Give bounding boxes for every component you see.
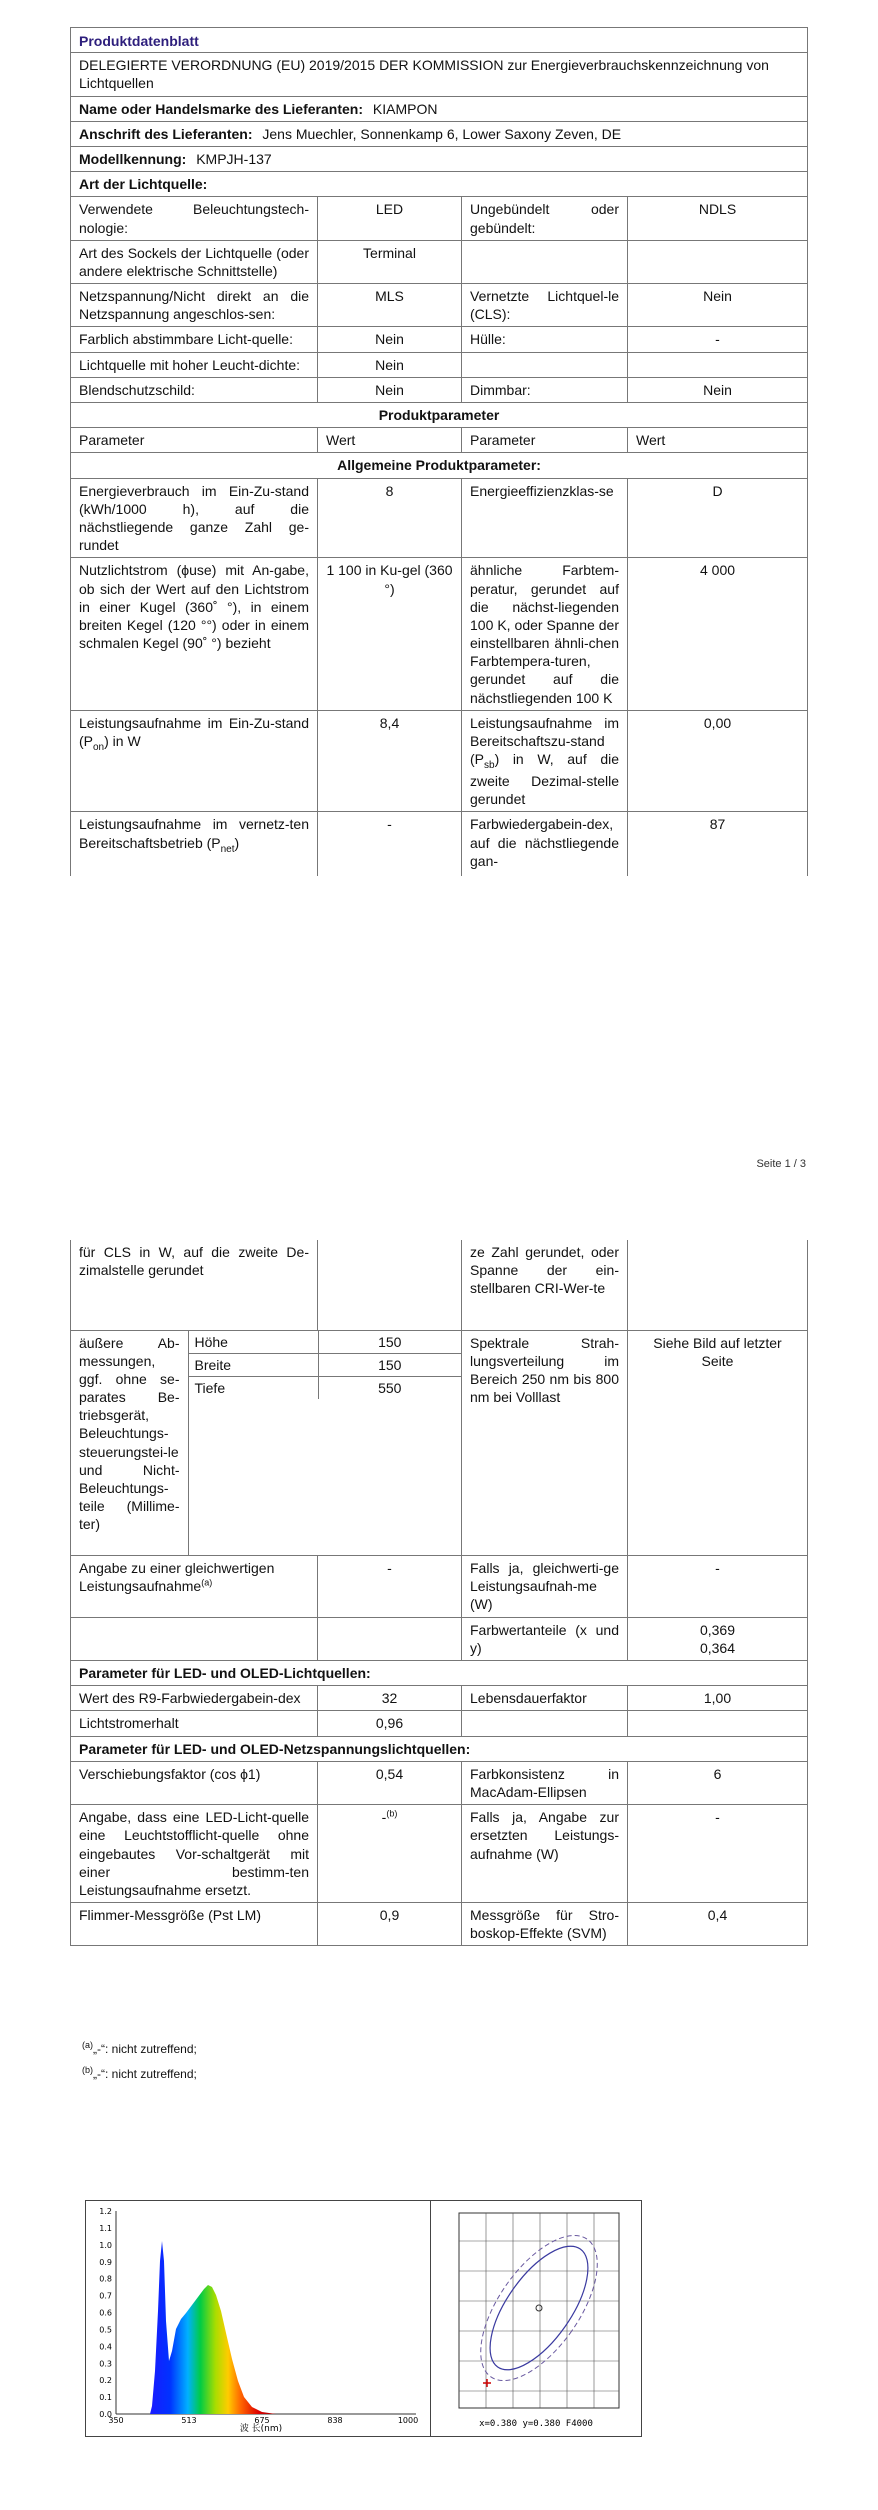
- spectrum-y-tick-label: 0.7: [99, 2291, 112, 2301]
- equiv2-label: Falls ja, gleichwerti-ge Leistungsaufnah-me (W): [462, 1556, 628, 1618]
- type-label: Art des Sockels der Lichtquelle (oder andere elektrische Schnittstelle): [71, 240, 318, 283]
- psb-label-text: Leistungsaufnahme im Bereitschaftszu-stand (P: [470, 714, 619, 768]
- supplier-name-label: Name oder Handelsmarke des Lieferanten:: [79, 100, 363, 117]
- type-value: Terminal: [318, 240, 462, 283]
- pon-value: 8,4: [318, 710, 462, 812]
- replace-sup: (b): [386, 1808, 398, 1819]
- dim-name: Höhe: [188, 1331, 318, 1354]
- spectrum-x-label: 波 长(nm): [239, 2424, 283, 2434]
- type-label: Lichtquelle mit hoher Leucht-dichte:: [71, 352, 318, 377]
- footnote-a-text: „-“: nicht zutreffend;: [93, 2042, 197, 2056]
- datasheet-table-page-1: [70, 27, 808, 876]
- equiv-sup: (a): [201, 1577, 213, 1588]
- spd-value: Siehe Bild auf letzter Seite: [628, 1330, 808, 1556]
- page-number: Seite 1 / 3: [756, 1158, 806, 1170]
- type-value: Nein: [628, 377, 808, 402]
- spectrum-chart: [86, 2201, 431, 2436]
- spectrum-chart-frame: [85, 2200, 432, 2437]
- type-value: Nein: [318, 352, 462, 377]
- dimensions-label: äußere Ab-messungen, ggf. ohne se-parates Be-triebsgerät, Beleuchtungs-steuerungstei-le und Nicht-Beleuchtungs-teile (Millime-ter): [71, 1331, 188, 1556]
- spectrum-y-tick-label: 1.0: [99, 2240, 112, 2250]
- chroma-value: [628, 1617, 808, 1660]
- pnet-sub: net: [220, 843, 235, 855]
- spectrum-y-tick-label: 1.1: [99, 2223, 112, 2233]
- product-params-heading: Produktparameter: [71, 403, 808, 428]
- col-header-value: Wert: [628, 428, 808, 453]
- type-label: Vernetzte Lichtquel-le (CLS):: [462, 284, 628, 327]
- footnote-b-text: „-“: nicht zutreffend;: [93, 2067, 197, 2081]
- replace-label: Angabe, dass eine LED-Licht-quelle eine Leuchtstofflicht-quelle ohne eingebautes Vor-schaltgerät mit einer bestimm-ten Leistungsaufnahme ersetzt.: [71, 1805, 318, 1903]
- spectrum-y-tick-label: 0.9: [99, 2257, 112, 2267]
- dim-name: Tiefe: [188, 1376, 318, 1399]
- col-header-value: Wert: [318, 428, 462, 453]
- replace-value: [318, 1805, 462, 1903]
- psb-sub: sb: [484, 759, 495, 771]
- spectrum-x-tick-label: 1000: [397, 2416, 419, 2425]
- type-label: Verwendete Beleuchtungstech-nologie:: [71, 197, 318, 240]
- supplier-address-value: Jens Muechler, Sonnenkamp 6, Lower Saxony Zeven, DE: [262, 125, 622, 142]
- pon-label-text: Leistungsaufnahme im Ein-Zu-stand (P: [79, 714, 309, 749]
- flicker-label: Flimmer-Messgröße (Pst LM): [71, 1903, 318, 1946]
- cri-label-continued: ze Zahl gerundet, oder Spanne der ein-stellbaren CRI-Wer-te: [462, 1240, 628, 1330]
- spectrum-y-tick-label: 0.3: [99, 2359, 112, 2369]
- dimensions-table: [71, 1331, 461, 1556]
- spectrum-y-tick-label: 0.4: [99, 2342, 112, 2352]
- type-value: Nein: [318, 377, 462, 402]
- pf-value: 0,54: [318, 1761, 462, 1804]
- energy-consumption-label: Energieverbrauch im Ein-Zu-stand (kWh/1000 h), auf die nächstliegende ganze Zahl ge-rundet: [71, 478, 318, 558]
- cct-value: 4 000: [628, 558, 808, 711]
- spectrum-x-tick-label: 350: [108, 2416, 124, 2425]
- supplier-name-value: KIAMPON: [372, 100, 438, 117]
- supplier-name-row: [71, 96, 808, 121]
- type-value: MLS: [318, 284, 462, 327]
- pnet-value: -: [318, 812, 462, 876]
- type-value: NDLS: [628, 197, 808, 240]
- spectrum-x-tick-label: 838: [327, 2416, 343, 2425]
- maint-value: 0,96: [318, 1711, 462, 1736]
- model-label: Modellkennung:: [79, 150, 187, 167]
- spectrum-y-tick-label: 0.0: [99, 2410, 112, 2419]
- chroma-label: Farbwertanteile (x und y): [462, 1617, 628, 1660]
- pnet-label: [71, 812, 318, 876]
- type-label: Farblich abstimmbare Licht-quelle:: [71, 327, 318, 352]
- type-label: [462, 240, 628, 283]
- spectrum-y-tick-label: 0.1: [99, 2393, 112, 2403]
- cie-chart-frame: [430, 2200, 642, 2437]
- dim-value: 150: [318, 1353, 461, 1376]
- psb-label: [462, 710, 628, 812]
- pon-sub: on: [93, 741, 105, 753]
- model-row: [71, 146, 808, 171]
- equiv-label: [71, 1556, 318, 1618]
- pon-label: [71, 710, 318, 812]
- general-params-heading: Allgemeine Produktparameter:: [71, 453, 808, 478]
- consistency-value: 6: [628, 1761, 808, 1804]
- empty-cell: [462, 1711, 628, 1736]
- page-title: Produktdatenblatt: [71, 28, 808, 53]
- equiv2-value: -: [628, 1556, 808, 1618]
- spectrum-y-tick-label: 0.2: [99, 2376, 112, 2386]
- cri-value: 87: [628, 812, 808, 876]
- cie-chart: [431, 2201, 641, 2436]
- spectrum-x-tick-label: 513: [181, 2416, 197, 2425]
- cri-label: Farbwiedergabein-dex, auf die nächstliegende gan-: [462, 812, 628, 876]
- cie-center-point: [536, 2305, 542, 2311]
- empty-cell: [318, 1240, 462, 1330]
- type-label: [462, 352, 628, 377]
- type-heading: Art der Lichtquelle:: [71, 172, 808, 197]
- macadam-ellipse-outer: [458, 2216, 620, 2400]
- spectrum-y-axis: [99, 2207, 112, 2419]
- life-label: Lebensdauerfaktor: [462, 1686, 628, 1711]
- spectrum-x-tick-label: 675: [254, 2416, 270, 2425]
- spectrum-y-tick-label: 0.8: [99, 2274, 112, 2284]
- type-label: Ungebündelt oder gebündelt:: [462, 197, 628, 240]
- model-value: KMPJH-137: [196, 150, 272, 167]
- luminous-flux-label: Nutzlichtstrom (ϕuse) mit An-gabe, ob sich der Wert auf den Lichtstrom in einer Kugel (360˚ °), in einem breiten Kegel (120 °°) oder in einem schmalen Kegel (90˚ °) bezieht: [71, 558, 318, 711]
- type-label: Dimmbar:: [462, 377, 628, 402]
- spectrum-y-tick-label: 1.2: [99, 2207, 112, 2216]
- type-value: LED: [318, 197, 462, 240]
- life-value: 1,00: [628, 1686, 808, 1711]
- replace-value-text: -: [381, 1809, 387, 1826]
- flicker-value: 0,9: [318, 1903, 462, 1946]
- pf-label: Verschiebungsfaktor (cos ϕ1): [71, 1761, 318, 1804]
- dim-value: 550: [378, 1379, 402, 1396]
- r9-label: Wert des R9-Farbwiedergabein-dex: [71, 1686, 318, 1711]
- strobo-value: 0,4: [628, 1903, 808, 1946]
- datasheet-table-page-2: [70, 1240, 808, 1946]
- regulation-subtitle: DELEGIERTE VERORDNUNG (EU) 2019/2015 DER KOMMISSION zur Energieverbrauchskennzeichnung von Lichtquellen: [71, 53, 808, 96]
- empty-cell: [71, 1617, 318, 1660]
- footnote-a: [82, 2040, 197, 2058]
- energy-class-value: D: [628, 478, 808, 558]
- dim-value: 150: [318, 1331, 461, 1354]
- equiv-label-text: Angabe zu einer gleichwertigen Leistungsaufnahme: [79, 1560, 275, 1595]
- psb-label-suffix: ) in W, auf die zweite Dezimal-stelle gerundet: [470, 751, 619, 808]
- dim-name: Breite: [188, 1353, 318, 1376]
- spectrum-curve: [150, 2241, 276, 2414]
- page-2: [70, 1240, 807, 1946]
- empty-cell: [318, 1617, 462, 1660]
- supplier-address-row: [71, 121, 808, 146]
- type-value: Nein: [628, 284, 808, 327]
- luminous-flux-value: 1 100 in Ku-gel (360 °): [318, 558, 462, 711]
- replace2-label: Falls ja, Angabe zur ersetzten Leistungs-aufnahme (W): [462, 1805, 628, 1903]
- energy-class-label: Energieeffizienzklas-se: [462, 478, 628, 558]
- type-label: Blendschutzschild:: [71, 377, 318, 402]
- empty-cell: [628, 1240, 808, 1330]
- empty-cell: [318, 1399, 461, 1555]
- mains-heading: Parameter für LED- und OLED-Netzspannungslichtquellen:: [71, 1736, 808, 1761]
- empty-cell: [188, 1399, 318, 1555]
- spectrum-y-tick-label: 0.5: [99, 2325, 112, 2335]
- strobo-label: Messgröße für Stro-boskop-Effekte (SVM): [462, 1903, 628, 1946]
- chroma-x: 0,369: [699, 1621, 736, 1638]
- supplier-address-label: Anschrift des Lieferanten:: [79, 125, 253, 142]
- psb-value: 0,00: [628, 710, 808, 812]
- type-value: Nein: [318, 327, 462, 352]
- type-value: -: [628, 327, 808, 352]
- type-label: Netzspannung/Nicht direkt an die Netzspannung angeschlos-sen:: [71, 284, 318, 327]
- energy-consumption-value: 8: [318, 478, 462, 558]
- type-value: [628, 352, 808, 377]
- cct-label: ähnliche Farbtem-peratur, gerundet auf die nächst-liegenden 100 K, oder Spanne der einstellbaren ähnli-chen Farbtempera-turen, gerundet auf die nächstliegenden 100 K: [462, 558, 628, 711]
- led-heading: Parameter für LED- und OLED-Lichtquellen:: [71, 1661, 808, 1686]
- pnet-label-suffix: ): [234, 834, 240, 851]
- footnote-b: [82, 2065, 197, 2083]
- consistency-label: Farbkonsistenz in MacAdam-Ellipsen: [462, 1761, 628, 1804]
- type-label: Hülle:: [462, 327, 628, 352]
- col-header-param: Parameter: [462, 428, 628, 453]
- page-1: [70, 27, 807, 876]
- type-value: [628, 240, 808, 283]
- footnote-b-marker: (b): [82, 2065, 93, 2075]
- dimensions-cell: [71, 1330, 462, 1556]
- replace2-value: -: [628, 1805, 808, 1903]
- macadam-ellipse-inner: [471, 2231, 606, 2386]
- maint-label: Lichtstromerhalt: [71, 1711, 318, 1736]
- col-header-param: Parameter: [71, 428, 318, 453]
- cie-caption: x=0.380 y=0.380 F4000: [479, 2419, 593, 2429]
- empty-cell: [628, 1711, 808, 1736]
- pon-label-suffix: ) in W: [104, 733, 141, 749]
- spectrum-y-tick-label: 0.6: [99, 2308, 112, 2318]
- spd-label: Spektrale Strah-lungsverteilung im Bereich 250 nm bis 800 nm bei Volllast: [462, 1330, 628, 1556]
- r9-value: 32: [318, 1686, 462, 1711]
- pnet-label-continued: für CLS in W, auf die zweite De-zimalstelle gerundet: [71, 1240, 318, 1330]
- footnote-a-marker: (a): [82, 2040, 93, 2050]
- equiv-value: -: [318, 1556, 462, 1618]
- pnet-label-text: Leistungsaufnahme im vernetz-ten Bereitschaftsbetrieb (P: [79, 816, 309, 851]
- chroma-y: 0,364: [699, 1639, 736, 1656]
